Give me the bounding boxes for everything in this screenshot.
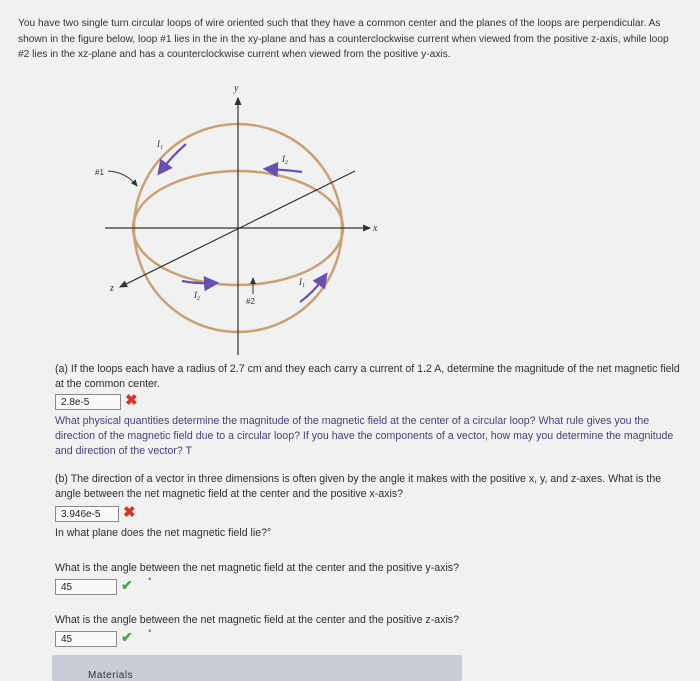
angle-z-answer-input[interactable]: 45 — [55, 631, 117, 647]
part-a-answer-row — [55, 394, 685, 412]
angle-y-question: What is the angle between the net magnetic field at the center and the positive y-axis? — [55, 562, 459, 574]
part-a-question: (a) If the loops each have a radius of 2.7 cm and they each carry a current of 1.2 A, determine the magnitude of the net magnetic field at the common center. — [55, 363, 680, 390]
part-b-z-block — [55, 613, 685, 651]
incorrect-icon: ✖ — [123, 504, 136, 521]
degree-unit: ° — [148, 628, 152, 638]
i2-label-top: $I_2$ — [282, 154, 288, 166]
angle-z-answer-row — [55, 628, 685, 649]
x-axis-label: x — [373, 223, 378, 234]
loop-2-label: #2 — [246, 297, 255, 306]
part-a-hint: What physical quantities determine the magnitude of the magnetic field at the center of a circular loop? What rule gives you the direction of the magnetic field due to a circular loop? If you have the components of a vector, how may you determine the magnitude and direction of the vector? T — [55, 415, 674, 457]
part-b-x-answer-row — [55, 506, 685, 524]
i1-label-bottom: $I_1$ — [299, 277, 305, 289]
degree-unit: ° — [148, 576, 152, 586]
part-a-answer-input[interactable]: 2.8e-5 — [55, 394, 121, 410]
problem-intro: You have two single turn circular loops of wire oriented such that they have a common center and the planes of the loops are perpendicular. As shown in the figure below, loop #1 lies in the in the xy-plane and has a counterclockwise current when viewed from the positive z-axis, while loop #2 lies in the xz-plane and has a counterclockwise current when viewed from the positive y-axis. — [18, 18, 669, 60]
loop-1-pointer — [108, 171, 137, 186]
current-arrow-i2-top — [267, 169, 302, 172]
loop-1-label: #1 — [95, 168, 104, 177]
plane-question: In what plane does the net magnetic field lie?° — [55, 527, 272, 539]
angle-y-answer-input[interactable]: 45 — [55, 579, 117, 595]
y-axis-label: y — [234, 83, 239, 94]
part-b-question: (b) The direction of a vector in three dimensions is often given by the angle it makes with the positive x, y, and z-axes. What is the angle between the net magnetic field at the center and the positive x-axis? — [55, 473, 662, 500]
angle-z-question: What is the angle between the net magnetic field at the center and the positive z-axis? — [55, 614, 459, 626]
part-b-y-block — [55, 561, 685, 599]
incorrect-icon: ✖ — [125, 392, 138, 409]
correct-check-icon: ✔ — [121, 577, 133, 593]
angle-y-answer-row — [55, 576, 685, 597]
part-b-block — [55, 472, 685, 541]
i1-label-top: $I_1$ — [157, 139, 163, 151]
correct-check-icon: ✔ — [121, 629, 133, 645]
z-axis-label: z — [110, 283, 114, 294]
part-a-block — [55, 362, 685, 459]
i2-label-bottom: $I_2$ — [194, 290, 200, 302]
angle-x-answer-input[interactable]: 3.946e-5 — [55, 506, 119, 522]
materials-label[interactable]: Materials — [88, 670, 134, 681]
